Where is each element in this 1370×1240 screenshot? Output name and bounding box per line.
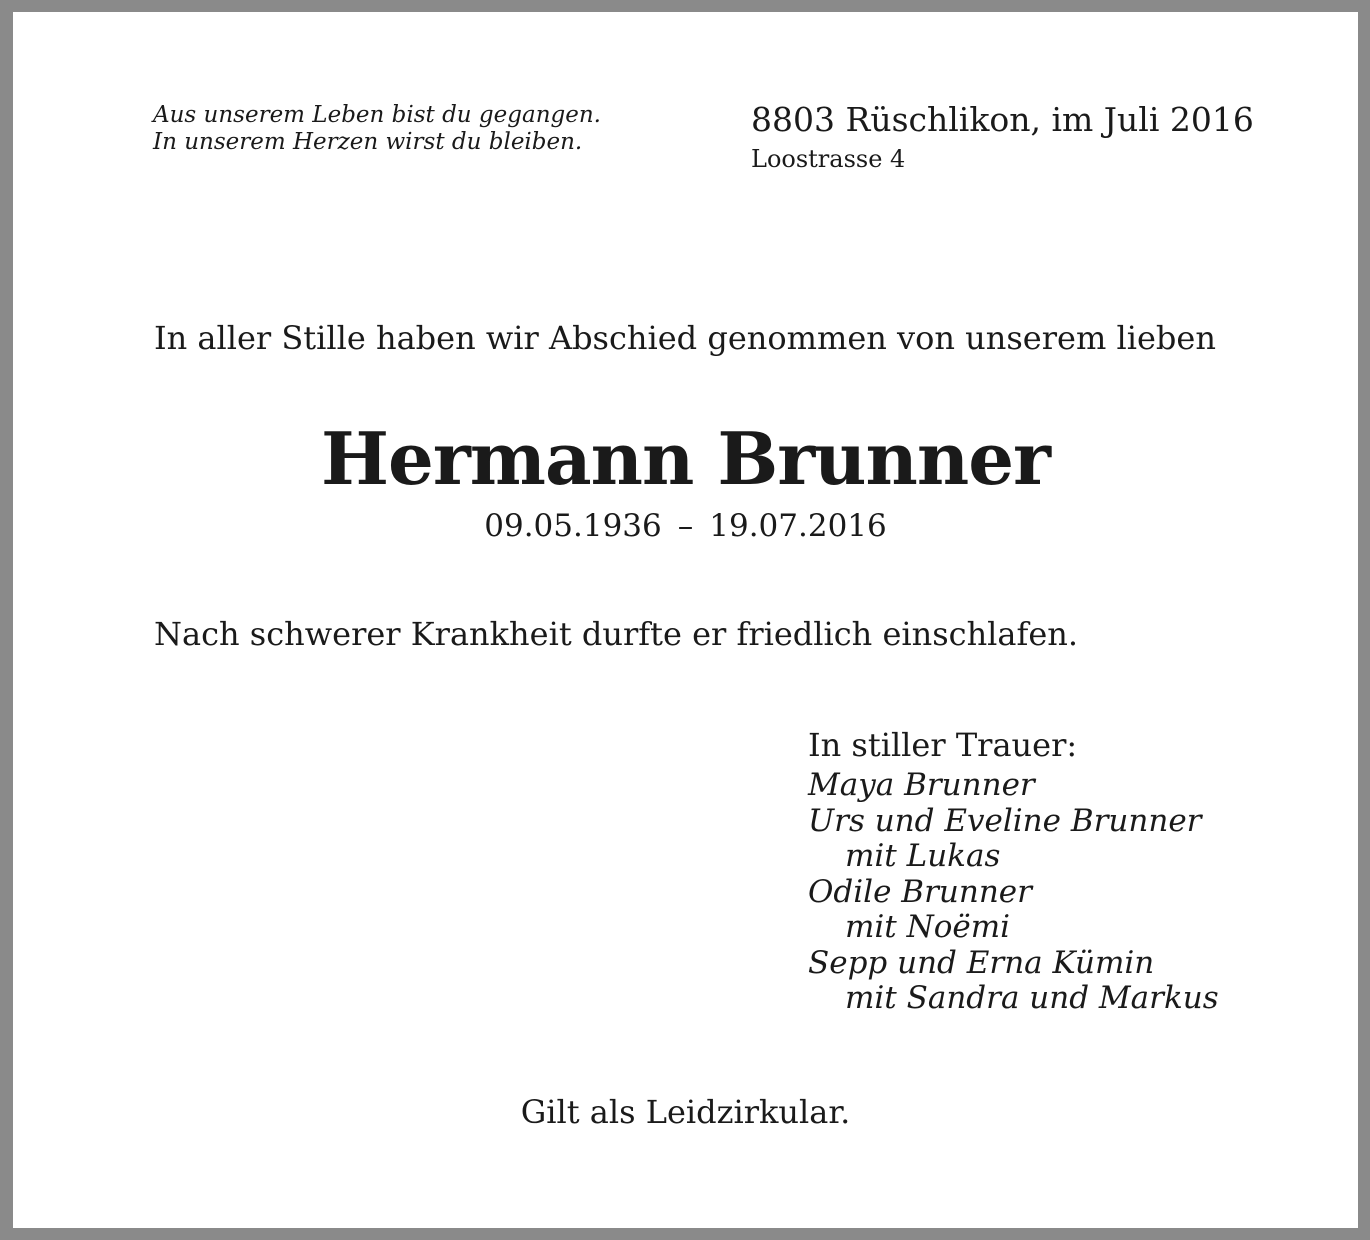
deceased-name: Hermann Brunner (321, 416, 1050, 501)
mourner-line: Maya Brunner (808, 767, 1035, 803)
place-block (751, 100, 1254, 176)
mourner-line: mit Noëmi (845, 909, 1011, 945)
death-date: 19.07.2016 (709, 508, 887, 544)
mourners-block (808, 724, 1328, 1017)
mourner-line: mit Sandra und Markus (845, 980, 1219, 1016)
mourner-line: Sepp und Erna Kümin (808, 944, 1155, 981)
date-separator: – (677, 508, 694, 544)
mourner-line: Urs und Eveline Brunner (808, 802, 1202, 839)
motto (153, 102, 653, 156)
note-text: Nach schwerer Krankheit durfte er friedlich einschlafen. (154, 615, 1079, 653)
birth-date: 09.05.1936 (484, 508, 662, 544)
mourner-line: Odile Brunner (808, 873, 1032, 910)
intro-text: In aller Stille haben wir Abschied genommen von unserem lieben (154, 319, 1216, 357)
mourner-line: mit Lukas (845, 838, 1001, 874)
motto-line-1: Aus unserem Leben bist du gegangen. (153, 102, 601, 128)
mourners-heading: In stiller Trauer: (808, 726, 1078, 764)
life-dates (13, 506, 1358, 546)
footer-text: Gilt als Leidzirkular. (520, 1093, 851, 1131)
address-line: Loostrasse 4 (751, 145, 906, 173)
place-date-line: 8803 Rüschlikon, im Juli 2016 (751, 100, 1254, 139)
motto-line-2: In unserem Herzen wirst du bleiben. (153, 129, 583, 155)
obituary-page (13, 12, 1358, 1228)
